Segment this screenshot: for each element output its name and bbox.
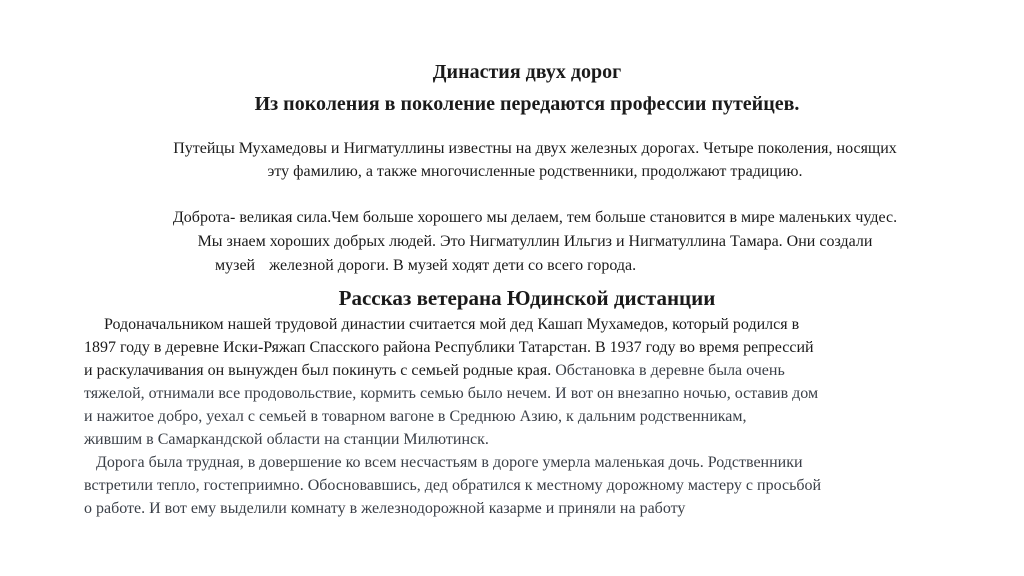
story-paragraph (84, 313, 984, 520)
story-line-3 (84, 359, 984, 382)
story-line-3-b: Обстановка в деревне была очень (551, 362, 785, 379)
kindness-line-3-word: музей (215, 257, 256, 274)
kindness-line-2: Мы знаем хороших добрых людей. Это Нигматуллин Ильгиз и Нигматуллина Тамара. Они создали (197, 233, 873, 250)
story-line-6: жившим в Самаркандской области на станции Милютинск. (84, 431, 489, 448)
story-line-8: встретили тепло, гостеприимно. Обосновавшись, дед обратился к местному дорожному мастеру с просьбой (84, 477, 822, 494)
story-line-5: и нажитое добро, уехал с семьей в товарном вагоне в Среднюю Азию, к дальним родственникам, (84, 408, 747, 425)
slide-title: Династия двух дорог (432, 61, 622, 83)
intro-line-1: Путейцы Мухамедовы и Нигматуллины известны на двух железных дорогах. Четыре поколения, носящих (173, 140, 897, 157)
kindness-line-3-rest: железной дороги. В музей ходят дети со всего города. (269, 257, 637, 274)
intro-paragraph (90, 137, 980, 183)
story-line-4: тяжелой, отнимали все продовольствие, кормить семью было нечем. И вот он внезапно ночью, оставив дом (84, 385, 819, 402)
intro-line-2: эту фамилию, а также многочисленные родственники, продолжают традицию. (267, 163, 803, 180)
story-line-9: о работе. И вот ему выделили комнату в железнодорожной казарме и приняли на работу (84, 500, 686, 517)
story-line-1: Родоначальником нашей трудовой династии считается мой дед Кашап Мухамедов, который родился в (104, 316, 800, 333)
kindness-line-1: Доброта- великая сила.Чем больше хорошего мы делаем, тем больше становится в мире маленьких чудес. (172, 209, 898, 226)
story-line-2: 1897 году в деревне Иски-Ряжап Спасского района Республики Татарстан. В 1937 году во время репрессий (84, 339, 814, 356)
story-line-7: Дорога была трудная, в довершение ко всем несчастьям в дороге умерла маленькая дочь. Родственники (96, 454, 803, 471)
story-line-3-a: и раскулачивания он вынужден был покинуть с семьей родные края. (84, 362, 552, 379)
story-title: Рассказ ветерана Юдинской дистанции (338, 286, 716, 310)
slide-subtitle: Из поколения в поколение передаются профессии путейцев. (254, 93, 800, 115)
kindness-paragraph (85, 206, 985, 278)
kindness-line-3 (85, 254, 985, 278)
